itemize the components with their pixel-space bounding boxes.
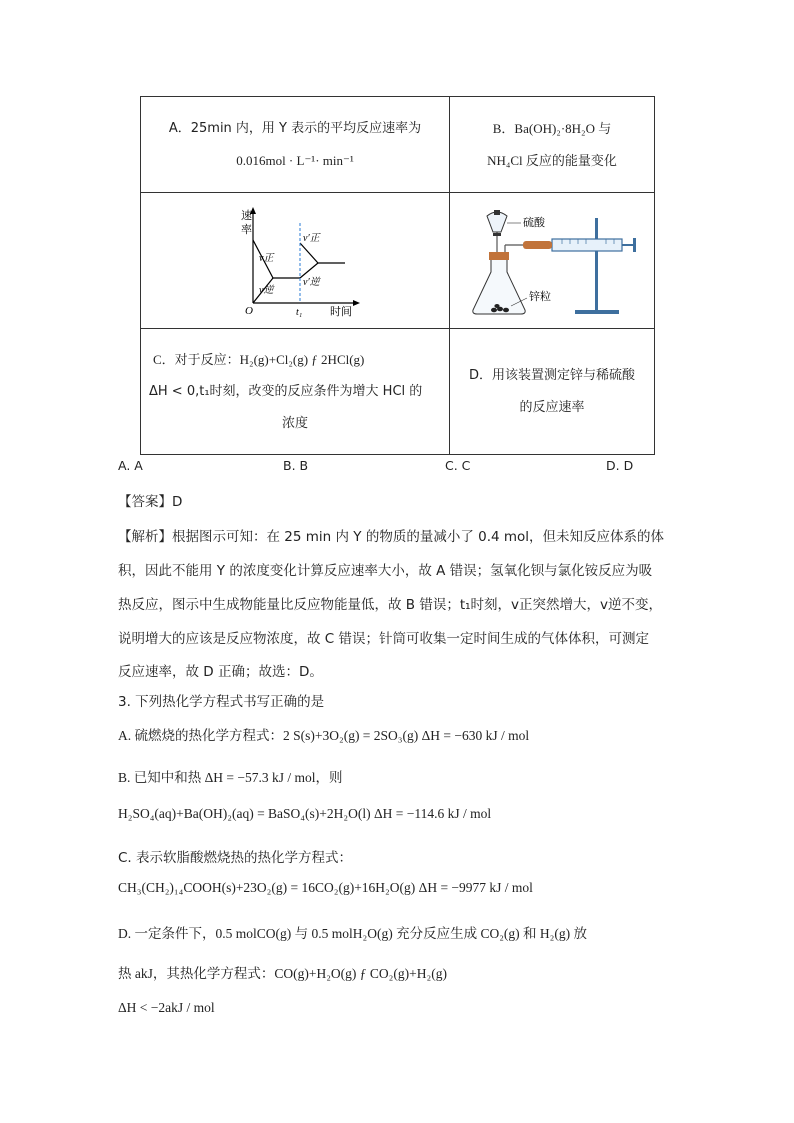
label-zinc: 锌粒 xyxy=(529,289,551,303)
analysis-line-4: 说明增大的应该是反应物浓度，故 C 错误；针筒可收集一定时间生成的气体体积，可测定 xyxy=(118,631,650,647)
answer-label: 【答案】D xyxy=(118,494,183,510)
option-a-choice[interactable]: A. A xyxy=(118,458,143,473)
graph-t1: t₁ xyxy=(296,307,303,318)
graph-v-forward-prime: v′正 xyxy=(303,233,320,244)
cell-option-a xyxy=(141,97,450,193)
q3-option-c-line2: CH₃(CH₂)₁₄COOH(s)+23O₂(g) = 16CO₂(g)+16H₂O(g) ΔH = −9977 kJ / mol xyxy=(118,880,533,895)
option-b-choice[interactable]: B. B xyxy=(283,458,309,473)
cell-apparatus xyxy=(450,193,655,329)
cell-option-d xyxy=(450,329,655,455)
graph-v-forward: v正 xyxy=(259,253,274,264)
q3-option-b-line2: H₂SO₄(aq)+Ba(OH)₂(aq) = BaSO₄(s)+2H₂O(l) ΔH = −114.6 kJ / mol xyxy=(118,806,492,821)
q3-option-d-line1: D. 一定条件下，0.5 molCO(g) 与 0.5 molH₂O(g) 充分反应生成 CO₂(g) 和 H₂(g) 放 xyxy=(118,926,587,941)
cell-option-c xyxy=(141,329,450,455)
option-c-line2: ΔH < 0,t₁时刻，改变的反应条件为增大 HCl 的 xyxy=(149,383,423,399)
analysis-line-2: 积，因此不能用 Y 的浓度变化计算反应速率大小，故 A 错误；氢氧化钡与氯化铵反应为吸 xyxy=(118,563,653,579)
option-b-line2: NH₄Cl 反应的能量变化 xyxy=(487,152,617,168)
apparatus-diagram xyxy=(467,202,637,320)
graph-origin: O xyxy=(245,305,253,317)
option-a-line1: A．25min 内，用 Y 表示的平均反应速率为 xyxy=(168,120,422,136)
analysis-line-5: 反应速率，故 D 正确；故选：D。 xyxy=(118,664,323,680)
analysis-line-3: 热反应，图示中生成物能量比反应物能量低，故 B 错误；t₁时刻，v正突然增大，v逆不变， xyxy=(118,597,663,613)
answer-options xyxy=(118,458,638,478)
option-b-line1: B．Ba(OH)₂·8H₂O 与 xyxy=(492,120,612,136)
option-a-line2: 0.016mol · L⁻¹· min⁻¹ xyxy=(236,152,354,168)
q3-option-a: A. 硫燃烧的热化学方程式：2 S(s)+3O₂(g) = 2SO₃(g) ΔH = −630 kJ / mol xyxy=(118,728,530,743)
q3-option-d-line3: ΔH < −2akJ / mol xyxy=(118,1000,215,1015)
graph-ylabel-1: 速 xyxy=(241,210,252,222)
option-c-line1: C．对于反应：H₂(g)+Cl₂(g) ƒ 2HCl(g) xyxy=(153,351,365,367)
analysis-line-1: 【解析】根据图示可知：在 25 min 内 Y 的物质的量减小了 0.4 mol，但未知反应体系的体 xyxy=(118,529,665,545)
option-d-choice[interactable]: D. D xyxy=(606,458,634,473)
q3-stem: 3. 下列热化学方程式书写正确的是 xyxy=(118,694,325,710)
option-d-line1: D．用该装置测定锌与稀硫酸 xyxy=(468,367,635,383)
graph-xlabel: 时间 xyxy=(330,306,352,318)
graph-v-reverse-prime: v′逆 xyxy=(303,277,320,288)
option-d-line2: 的反应速率 xyxy=(519,399,585,415)
q3-option-c-line1: C. 表示软脂酸燃烧热的热化学方程式： xyxy=(118,850,353,866)
graph-v-reverse: v逆 xyxy=(259,285,274,296)
q3-option-d-line2: 热 akJ，其热化学方程式：CO(g)+H₂O(g) ƒ CO₂(g)+H₂(g) xyxy=(118,966,447,981)
option-c-line3: 浓度 xyxy=(281,415,308,431)
option-c-choice[interactable]: C. C xyxy=(445,458,471,473)
label-sulfuric-acid: 硫酸 xyxy=(523,215,545,229)
question-table xyxy=(140,96,655,455)
cell-rate-graph xyxy=(141,193,450,329)
q3-option-b-line1: B. 已知中和热 ΔH = −57.3 kJ / mol，则 xyxy=(118,770,343,785)
graph-ylabel-2: 率 xyxy=(241,224,252,236)
cell-option-b xyxy=(450,97,655,193)
rate-time-graph xyxy=(215,203,375,318)
